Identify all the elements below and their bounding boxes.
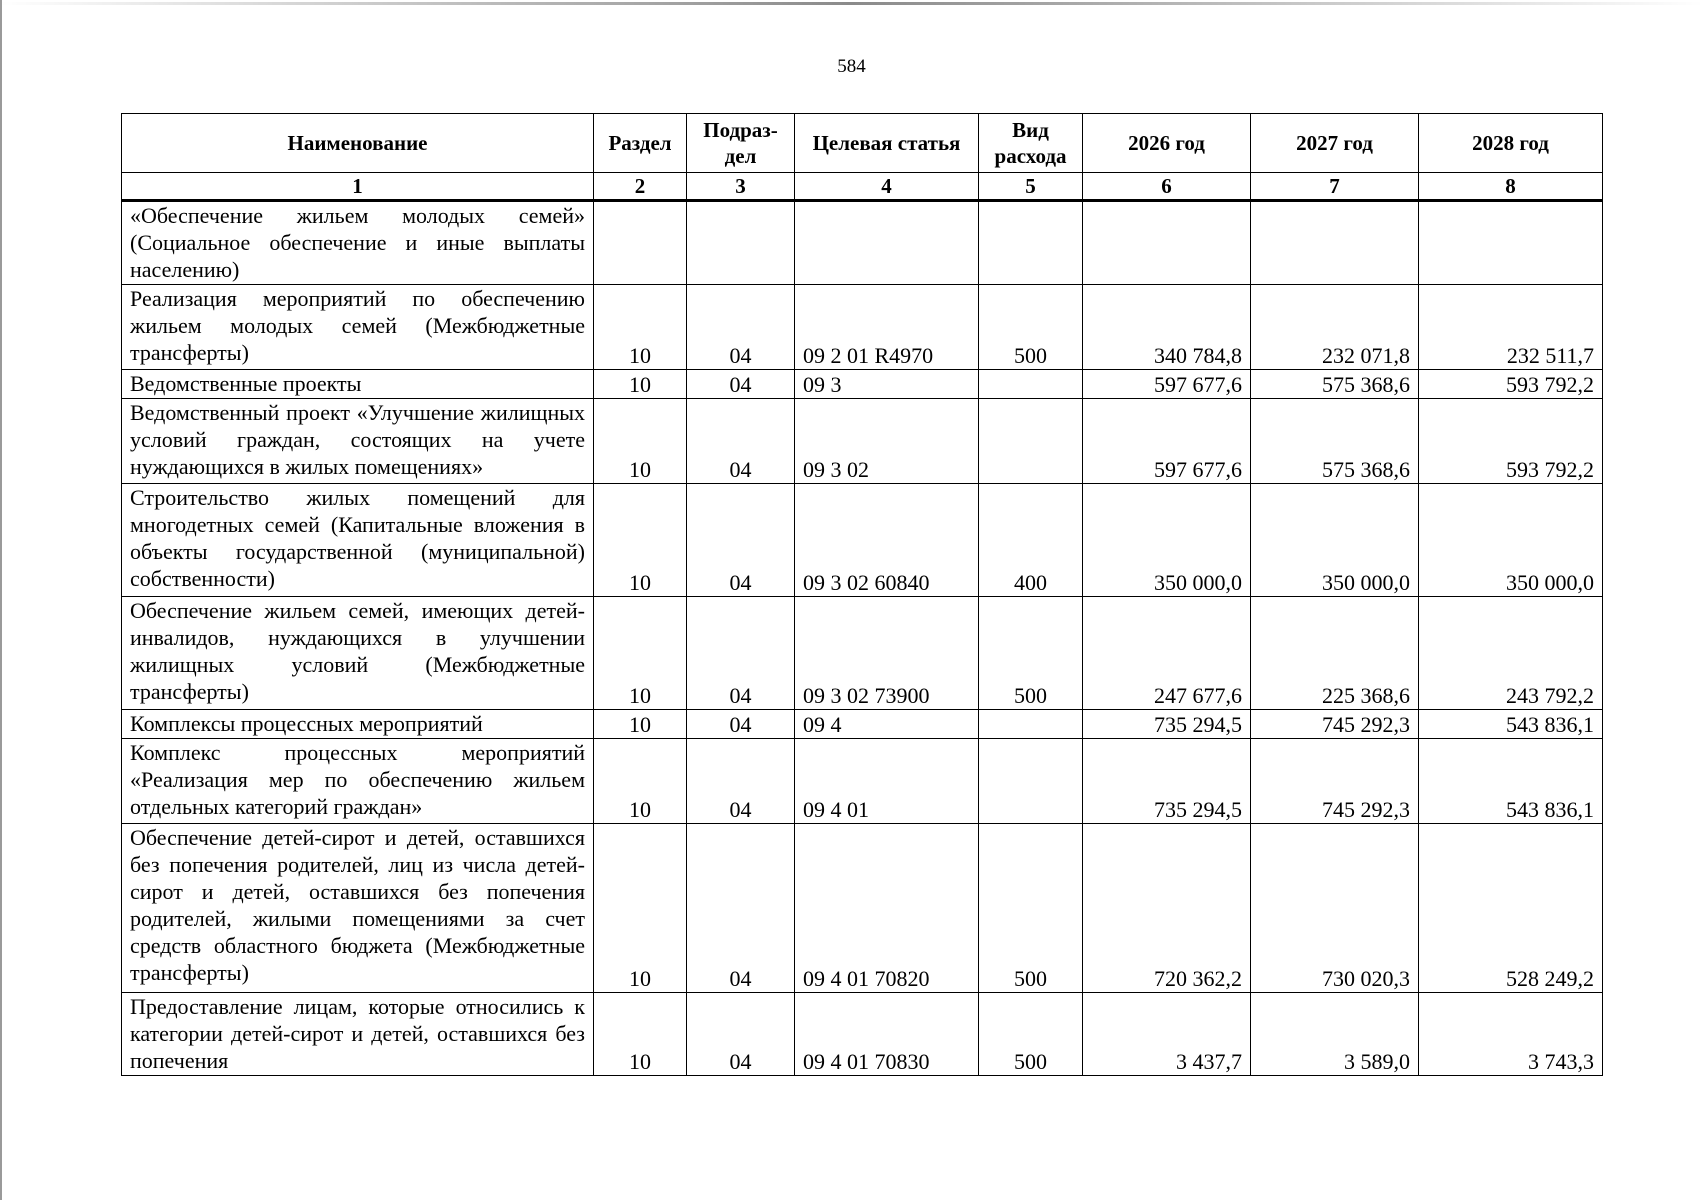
row-2027: 575 368,6 — [1251, 370, 1419, 399]
row-target: 09 3 02 73900 — [795, 597, 979, 710]
row-expense-type: 500 — [979, 285, 1083, 370]
table-row — [122, 399, 1603, 484]
header-2026: 2026 год — [1083, 114, 1251, 173]
row-subsection: 04 — [687, 370, 795, 399]
column-number: 5 — [979, 173, 1083, 201]
row-expense-type — [979, 710, 1083, 739]
row-2026: 597 677,6 — [1083, 370, 1251, 399]
row-subsection: 04 — [687, 597, 795, 710]
row-target: 09 4 01 70830 — [795, 993, 979, 1076]
row-target: 09 3 — [795, 370, 979, 399]
table-row — [122, 597, 1603, 710]
row-section: 10 — [594, 399, 687, 484]
header-2028: 2028 год — [1419, 114, 1603, 173]
row-subsection: 04 — [687, 824, 795, 993]
row-section — [594, 201, 687, 285]
row-2028: 232 511,7 — [1419, 285, 1603, 370]
row-2028: 350 000,0 — [1419, 484, 1603, 597]
row-expense-type: 400 — [979, 484, 1083, 597]
row-target: 09 4 — [795, 710, 979, 739]
row-section: 10 — [594, 597, 687, 710]
column-number: 7 — [1251, 173, 1419, 201]
row-2026: 720 362,2 — [1083, 824, 1251, 993]
row-expense-type — [979, 201, 1083, 285]
column-number: 4 — [795, 173, 979, 201]
row-section: 10 — [594, 285, 687, 370]
row-section: 10 — [594, 824, 687, 993]
row-2026: 597 677,6 — [1083, 399, 1251, 484]
row-expense-type — [979, 739, 1083, 824]
row-subsection: 04 — [687, 484, 795, 597]
row-name: Предоставление лицам, которые относились к категории детей-сирот и детей, оставшихся без попечения — [122, 993, 594, 1076]
header-subsection: Подраз-дел — [687, 114, 795, 173]
table-row — [122, 993, 1603, 1076]
row-section: 10 — [594, 739, 687, 824]
column-number: 1 — [122, 173, 594, 201]
row-2026: 340 784,8 — [1083, 285, 1251, 370]
row-section: 10 — [594, 370, 687, 399]
row-name: «Обеспечение жильем молодых семей» (Социальное обеспечение и иные выплаты населению) — [122, 201, 594, 285]
row-2027 — [1251, 201, 1419, 285]
table-row — [122, 824, 1603, 993]
row-2026: 247 677,6 — [1083, 597, 1251, 710]
row-name: Строительство жилых помещений для многодетных семей (Капитальные вложения в объекты государственной (муниципальной) собственности) — [122, 484, 594, 597]
row-name: Ведомственный проект «Улучшение жилищных условий граждан, состоящих на учете нуждающихся в жилых помещениях» — [122, 399, 594, 484]
row-2028: 593 792,2 — [1419, 370, 1603, 399]
row-2028: 3 743,3 — [1419, 993, 1603, 1076]
scan-edge-top — [0, 2, 1703, 5]
row-2027: 232 071,8 — [1251, 285, 1419, 370]
row-2028: 528 249,2 — [1419, 824, 1603, 993]
header-expense-type: Вид расхода — [979, 114, 1083, 173]
column-number-row — [122, 173, 1603, 201]
row-2027: 350 000,0 — [1251, 484, 1419, 597]
row-name: Комплексы процессных мероприятий — [122, 710, 594, 739]
table-row — [122, 710, 1603, 739]
row-2026 — [1083, 201, 1251, 285]
budget-table — [121, 113, 1603, 1076]
row-2028: 593 792,2 — [1419, 399, 1603, 484]
row-expense-type: 500 — [979, 993, 1083, 1076]
row-name: Обеспечение детей-сирот и детей, оставшихся без попечения родителей, лиц из числа детей-сирот и детей, оставшихся без попечения родителей, жилыми помещениями за счет средств областного бюджета (Межбюджетные трансферты) — [122, 824, 594, 993]
row-target: 09 4 01 — [795, 739, 979, 824]
row-subsection: 04 — [687, 710, 795, 739]
scan-edge-left — [0, 0, 2, 1200]
header-name: Наименование — [122, 114, 594, 173]
row-target — [795, 201, 979, 285]
row-2027: 225 368,6 — [1251, 597, 1419, 710]
row-subsection: 04 — [687, 993, 795, 1076]
row-2028: 243 792,2 — [1419, 597, 1603, 710]
row-subsection: 04 — [687, 285, 795, 370]
row-2028 — [1419, 201, 1603, 285]
table-row — [122, 285, 1603, 370]
row-name: Ведомственные проекты — [122, 370, 594, 399]
column-number: 6 — [1083, 173, 1251, 201]
row-2027: 730 020,3 — [1251, 824, 1419, 993]
row-subsection — [687, 201, 795, 285]
row-expense-type: 500 — [979, 824, 1083, 993]
table-row — [122, 739, 1603, 824]
header-target: Целевая статья — [795, 114, 979, 173]
row-section: 10 — [594, 484, 687, 597]
row-expense-type — [979, 370, 1083, 399]
header-section: Раздел — [594, 114, 687, 173]
row-name: Комплекс процессных мероприятий «Реализация мер по обеспечению жильем отдельных категорий граждан» — [122, 739, 594, 824]
table-row — [122, 370, 1603, 399]
row-2028: 543 836,1 — [1419, 710, 1603, 739]
row-2027: 745 292,3 — [1251, 710, 1419, 739]
row-target: 09 2 01 R4970 — [795, 285, 979, 370]
row-2027: 575 368,6 — [1251, 399, 1419, 484]
row-name: Реализация мероприятий по обеспечению жильем молодых семей (Межбюджетные трансферты) — [122, 285, 594, 370]
row-expense-type: 500 — [979, 597, 1083, 710]
row-target: 09 3 02 60840 — [795, 484, 979, 597]
column-number: 3 — [687, 173, 795, 201]
page-number: 584 — [837, 56, 866, 77]
row-section: 10 — [594, 710, 687, 739]
row-target: 09 3 02 — [795, 399, 979, 484]
header-2027: 2027 год — [1251, 114, 1419, 173]
row-section: 10 — [594, 993, 687, 1076]
row-target: 09 4 01 70820 — [795, 824, 979, 993]
header-row — [122, 114, 1603, 173]
row-2026: 350 000,0 — [1083, 484, 1251, 597]
column-number: 8 — [1419, 173, 1603, 201]
row-name: Обеспечение жильем семей, имеющих детей-инвалидов, нуждающихся в улучшении жилищных условий (Межбюджетные трансферты) — [122, 597, 594, 710]
row-2026: 3 437,7 — [1083, 993, 1251, 1076]
row-2027: 3 589,0 — [1251, 993, 1419, 1076]
row-2026: 735 294,5 — [1083, 710, 1251, 739]
row-2026: 735 294,5 — [1083, 739, 1251, 824]
row-2028: 543 836,1 — [1419, 739, 1603, 824]
column-number: 2 — [594, 173, 687, 201]
row-subsection: 04 — [687, 399, 795, 484]
table-row — [122, 201, 1603, 285]
row-2027: 745 292,3 — [1251, 739, 1419, 824]
row-expense-type — [979, 399, 1083, 484]
row-subsection: 04 — [687, 739, 795, 824]
table-row — [122, 484, 1603, 597]
